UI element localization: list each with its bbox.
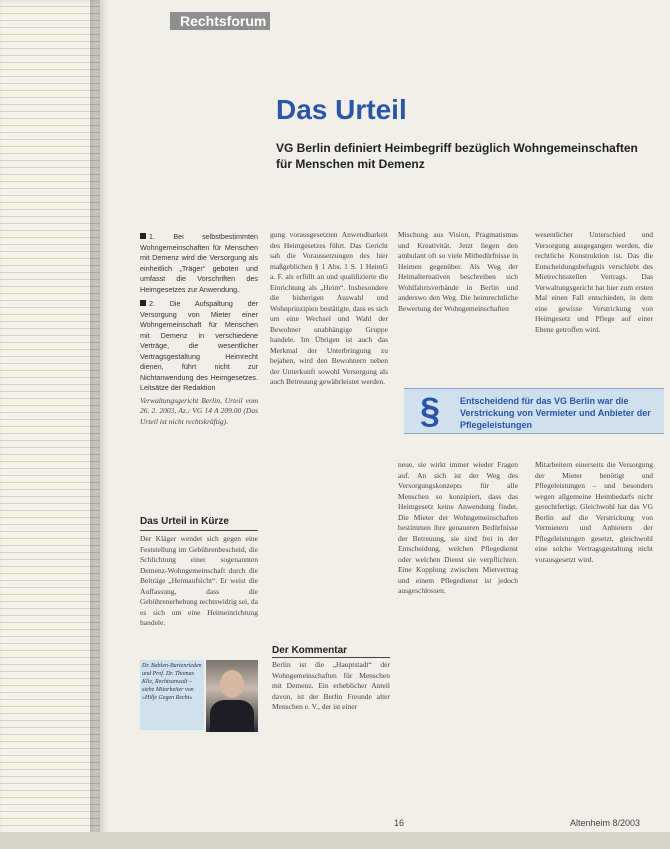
author-photo — [206, 660, 258, 732]
page-number: 16 — [394, 818, 405, 828]
article-subtitle: VG Berlin definiert Heimbegriff bezüglich Wohngemeinschaften für Menschen mit Demenz — [276, 141, 638, 171]
callout-text: Entscheidend für das VG Berlin war die Verstrickung von Vermieter und Anbieter der Pflegeleistungen — [460, 396, 651, 430]
heading-rule — [140, 530, 258, 531]
paragraph-icon: § — [419, 390, 441, 431]
article-title: Das Urteil — [276, 94, 407, 125]
section-label: Rechtsforum — [170, 12, 270, 30]
intro-point-1 — [140, 232, 258, 295]
column-4: wesentlicher Unterschied und Versorgung ausgegangen werden, die rechtliche Konstruktion ist. Das die Entscheidungsbefugnis verschiebt des Mietrechtsstellen Vertrags. Das Verwaltungsgericht hat hier zum ersten Mal einen Fall entschieden, in dem eine gewisse Verstrickung von Heimgesetz und Pflege auf einer Ebene getroffen wird. — [535, 230, 653, 334]
short-heading: Das Urteil in Kürze — [140, 516, 229, 527]
magazine-issue: Altenheim 8/2003 — [570, 818, 641, 828]
intro-citation: Verwaltungsgericht Berlin, Urteil vom 26. 2. 2003, Az.: VG 14 A 209.00 (Das Urteil ist nicht rechtskräftig). — [140, 395, 258, 426]
intro-column — [140, 232, 258, 427]
short-text: Der Kläger wendet sich gegen eine Feststellung im Gebührenbescheid, die Schlichtung einer sogenannten Demenz-Wohngemeinschaft durch die Beiträge „Heimaufsicht“. Er weist die Auffassung, dass die Gebührenerhebung rechtswidrig sei, da es sich um eine Heimeinrichtung handele. — [140, 534, 258, 627]
page-bottom-edge — [0, 832, 670, 849]
page-edge-stack — [0, 0, 100, 849]
bullet-icon — [140, 233, 146, 239]
bullet-icon — [140, 300, 146, 306]
heading-rule — [272, 657, 390, 658]
comment-heading: Der Kommentar — [272, 645, 348, 656]
column-4-continued: Mitarbeitern einerseits die Versorgung der Mieter benötigt und Pflegeleistungen – und besonders wegen allgemeine Heimbedarfs nicht gerechtfertigt. Gleichwohl hat das VG Berlin auf die Verstrickung von Vermietern und Anbietern der Pflegeleistungen gesetzt, gleichwohl eine solche Vertragsgestaltung nicht vorausgesetzt wird. — [535, 460, 653, 564]
intro-point-2-text: 2. Die Aufspaltung der Versorgung von Mieter einer Wohngemeinschaft für Menschen mit Demenz in verschiedene Verträge, die wesentlicher Vertragsgestaltung Heimrecht dienen, führt nicht zur Nichtanwendung des Heimgesetzes. Leitsätze der Redaktion — [140, 299, 258, 392]
author-face — [220, 670, 244, 698]
column-3-continued: neue, sie wirkt immer wieder Fragen auf. An sich ist der Weg des Versorgungskonzepts für alle Menschen so konzipiert, dass das Heimgesetz keine Anwendung findet. Die Mieter der Wohngemeinschaften bestimmen ihre genaueren Bedürfnisse der Betreuung, sie sind frei in der Entscheidung, welchen Pflegedienst oder welchen Dienst sie verpflichten. Eine Kopplung zwischen Mietvertrag und einem Pflegedienst ist jedoch ausgeschlossen. — [398, 460, 518, 595]
callout-box — [404, 388, 664, 434]
intro-point-2 — [140, 299, 258, 394]
column-3: Mischung aus Vision, Pragmatismus und Kreativität. Jetzt liegen den ambulant oft so viele Mitbedürfnisse in Heimen gegenüber. Als Weg der Heimalternativen beschreiben sich Wohlfahrtsverbände in Berlin und anderswo den Weg. Die heimrechtliche Bewertung der Wohngemeinschaften — [398, 230, 518, 313]
column-2: gung vorausgesetzten Anwendbarkeit des Heimgesetzes führt. Das Gericht sah die Voraussetzungen des hier maßgeblichen § 1 Abs. 1 S. 1 HeimG a. F. als erfüllt an und qualifizierte die Einrichtung als „Heim“. Insbesondere die bisherigen Auswahl und Wohnprinzipien bestätigte, dass es sich um eine Wechsel und Wahl der Bewohner unabhängige Gruppe handele. Im Übrigen ist auch das Merkmal der Unterbringung zu bejahen, wird den Bewohnern neben der Unterkunft sowohl Versorgung als auch Betreuung gewährleistet werden. — [270, 230, 388, 386]
comment-text: Berlin ist die „Hauptstadt“ der Wohngemeinschaften für Menschen mit Demenz. Ein erheblicher Anteil davon, ist der Berlin Freunde alter Menschen e. V., der ist einer — [272, 660, 390, 711]
page-spine-shadow — [90, 0, 108, 849]
photo-caption: Dr. Bahlen-Bartenrieden und Prof. Dr. Thomas Klie, Rechtsanwalt – siehe Mitarbeiter von »Hilfe Gegen Recht« — [140, 660, 204, 730]
author-body — [210, 700, 254, 732]
intro-point-1-text: 1. Bei selbstbestimmten Wohngemeinschaften für Menschen mit Demenz wird die Versorgung als einheitlich „Träger“ geboten und umfasst die Vorschriften des Heimgesetzes zur Anwendung. — [140, 232, 258, 294]
